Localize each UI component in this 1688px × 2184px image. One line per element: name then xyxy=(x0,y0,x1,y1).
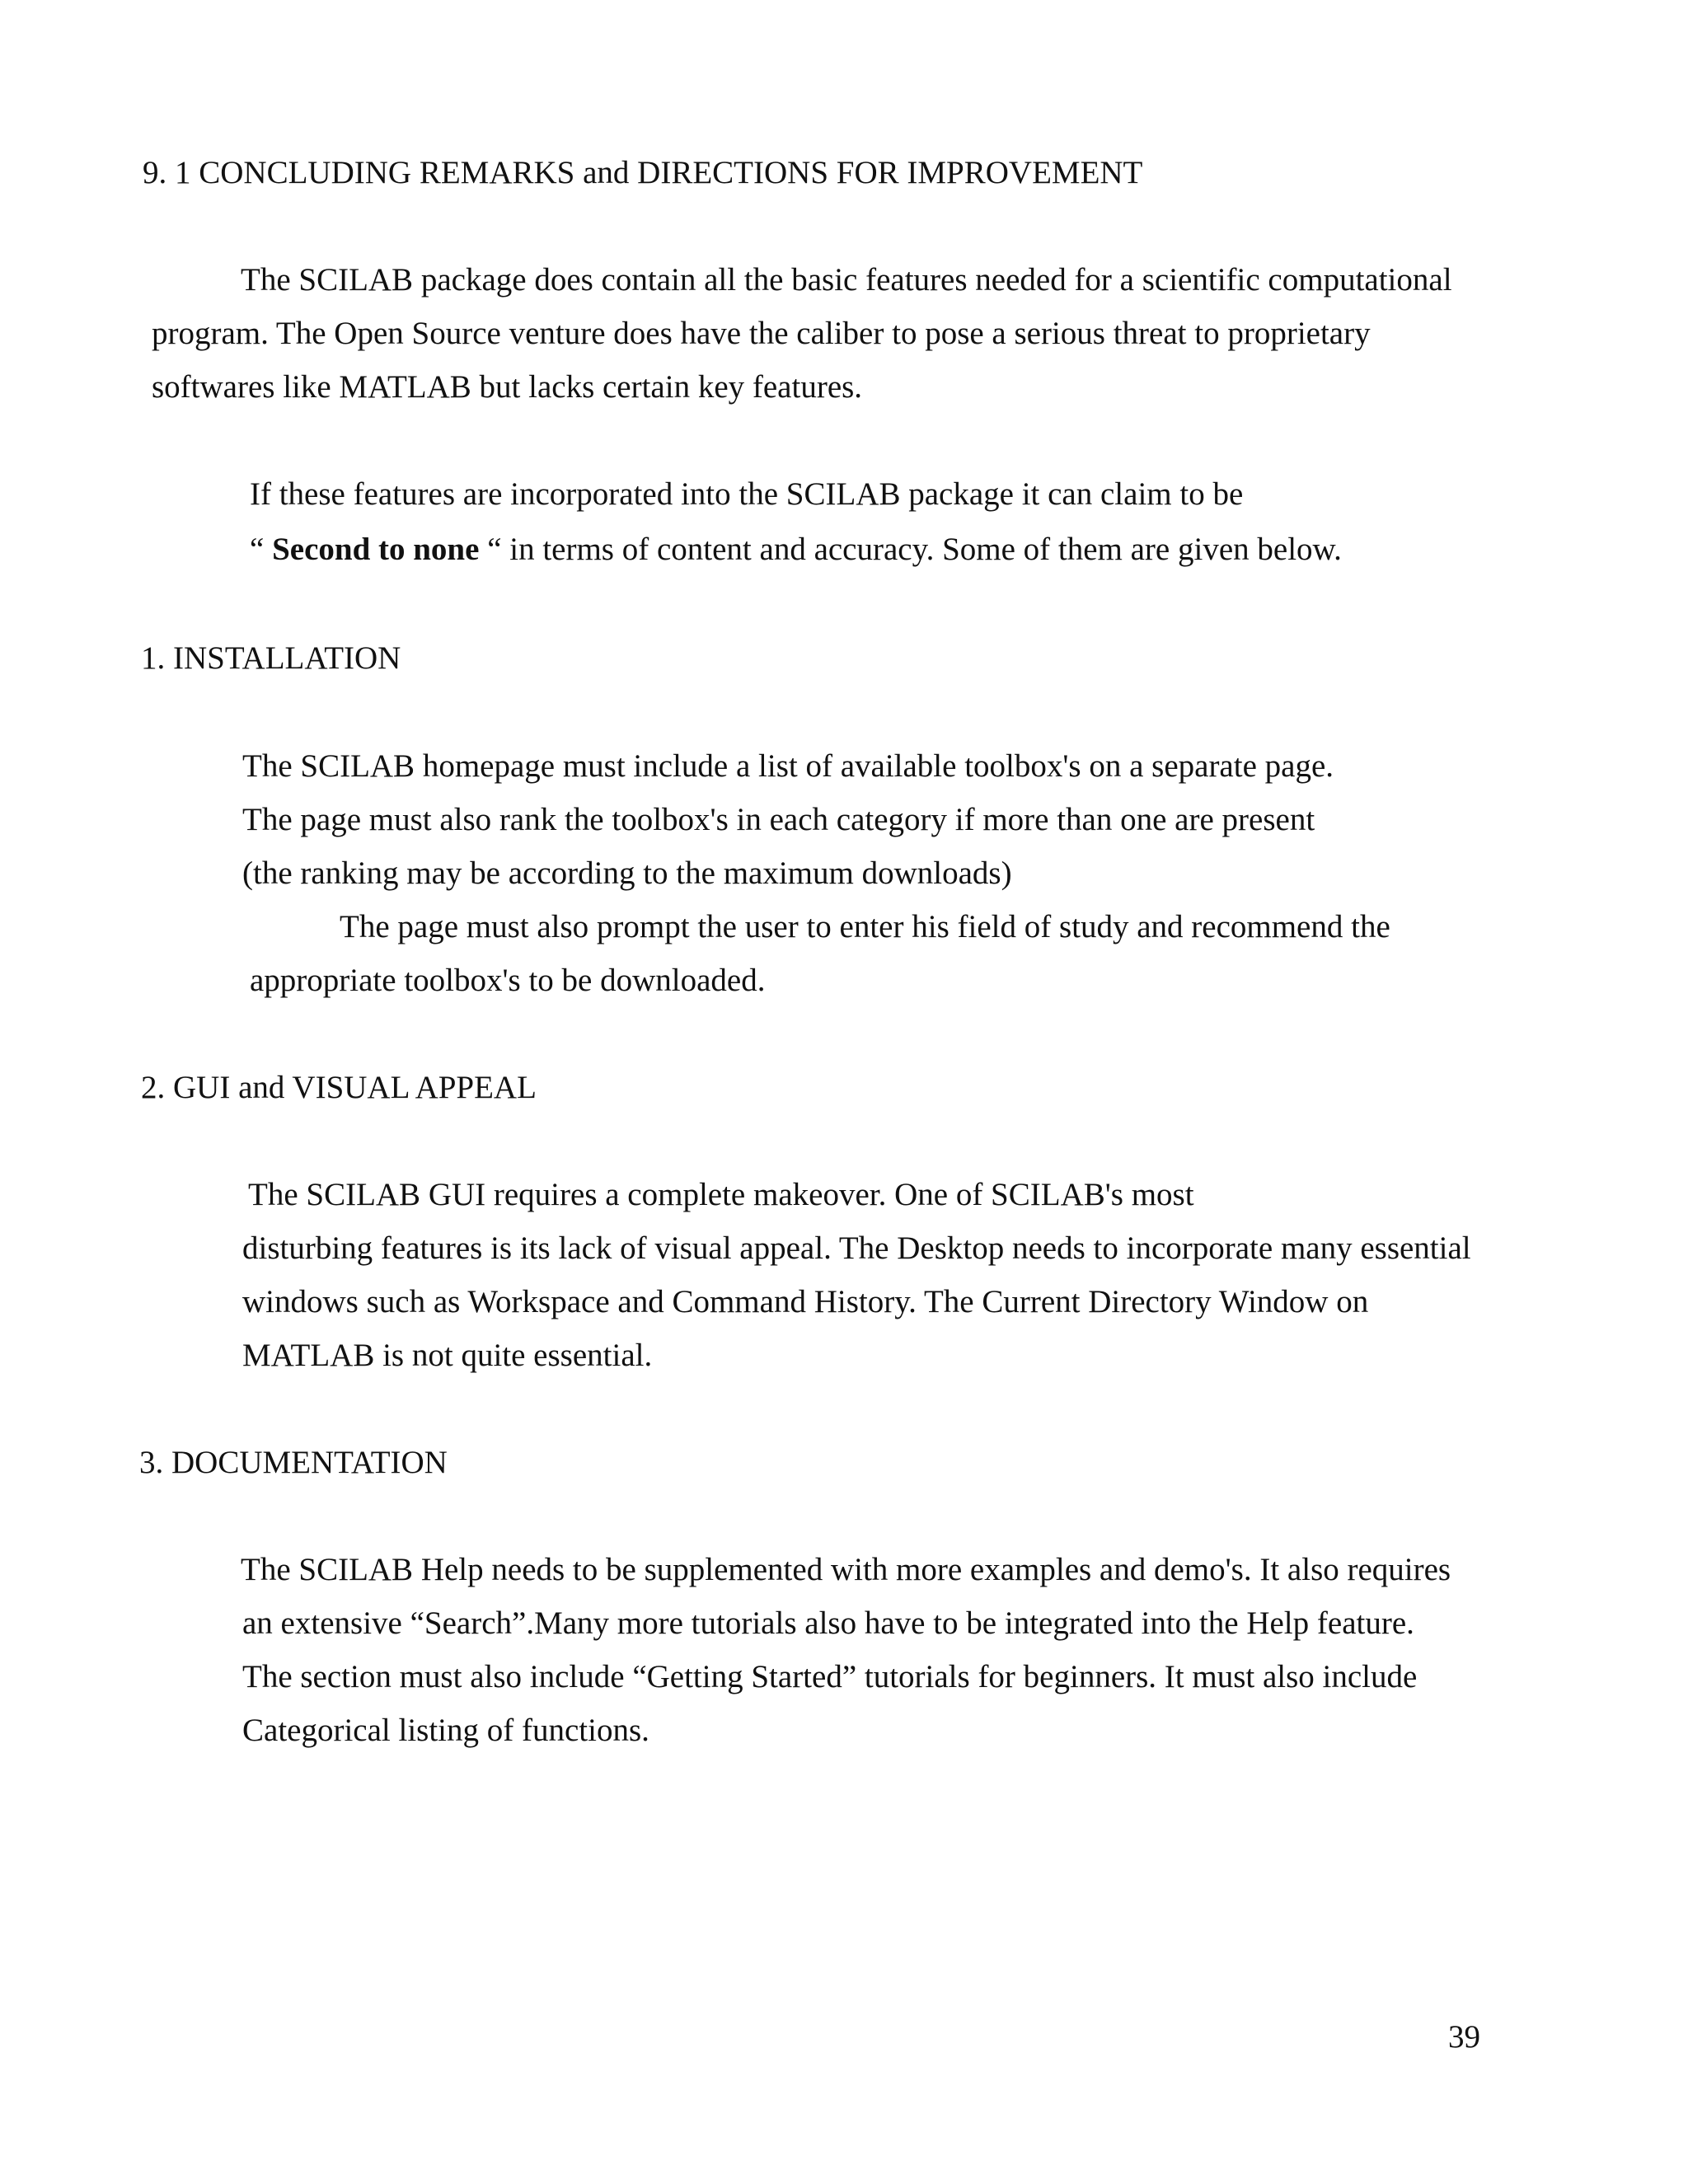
installation-heading: 1. INSTALLATION xyxy=(141,640,401,676)
claim-rest: “ in terms of content and accuracy. Some of them are given below. xyxy=(479,532,1342,567)
gui-line-1: The SCILAB GUI requires a complete makeover. One of SCILAB's most xyxy=(248,1177,1194,1212)
gui-line-2: disturbing features is its lack of visual appeal. The Desktop needs to incorporate many essential xyxy=(242,1230,1471,1266)
documentation-heading: 3. DOCUMENTATION xyxy=(139,1445,448,1480)
documentation-line-1: The SCILAB Help needs to be supplemented with more examples and demo's. It also requires xyxy=(241,1552,1451,1587)
installation-line-4: The page must also prompt the user to enter his field of study and recommend the xyxy=(340,909,1390,944)
intro-line-2: program. The Open Source venture does have the caliber to pose a serious threat to proprietary xyxy=(152,316,1371,351)
gui-line-4: MATLAB is not quite essential. xyxy=(242,1338,653,1373)
page-number: 39 xyxy=(1448,2019,1480,2055)
documentation-line-2: an extensive “Search”.Many more tutorials also have to be integrated into the Help feature. xyxy=(242,1605,1414,1641)
installation-line-3: (the ranking may be according to the maximum downloads) xyxy=(242,855,1012,891)
claim-bold-phrase: Second to none xyxy=(272,532,480,567)
documentation-line-4: Categorical listing of functions. xyxy=(242,1713,649,1748)
section-title: 9. 1 CONCLUDING REMARKS and DIRECTIONS FOR IMPROVEMENT xyxy=(143,155,1143,190)
installation-line-5: appropriate toolbox's to be downloaded. xyxy=(250,963,766,998)
claim-quote-open: “ xyxy=(250,532,273,567)
intro-line-1: The SCILAB package does contain all the basic features needed for a scientific computational xyxy=(241,262,1452,298)
gui-heading: 2. GUI and VISUAL APPEAL xyxy=(141,1070,537,1105)
gui-line-3: windows such as Workspace and Command History. The Current Directory Window on xyxy=(242,1284,1369,1319)
installation-line-2: The page must also rank the toolbox's in each category if more than one are present xyxy=(242,802,1315,837)
claim-line-1: If these features are incorporated into the SCILAB package it can claim to be xyxy=(250,476,1244,512)
documentation-line-3: The section must also include “Getting Started” tutorials for beginners. It must also include xyxy=(242,1659,1418,1694)
installation-line-1: The SCILAB homepage must include a list of available toolbox's on a separate page. xyxy=(242,748,1334,784)
claim-line-2 xyxy=(250,530,1342,569)
intro-line-3: softwares like MATLAB but lacks certain key features. xyxy=(152,369,863,405)
